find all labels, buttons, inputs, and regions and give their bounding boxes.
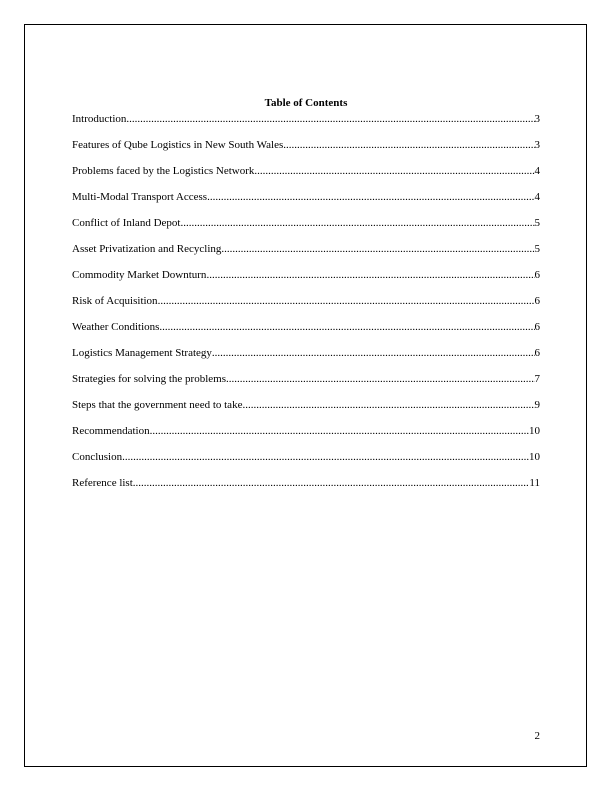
toc-dot-leader: [283, 138, 534, 152]
toc-entry-label: Strategies for solving the problems: [72, 373, 226, 385]
toc-entry-page: 10: [529, 425, 540, 437]
toc-entry-label: Features of Qube Logistics in New South Wales: [72, 139, 284, 151]
toc-entry-page: 3: [534, 139, 540, 151]
toc-entry-page: 7: [534, 373, 540, 385]
toc-entry[interactable]: [72, 450, 540, 476]
toc-entry[interactable]: [72, 112, 540, 138]
toc-entry[interactable]: [72, 294, 540, 320]
toc-dot-leader: [212, 346, 535, 360]
toc-entry-label: Steps that the government need to take: [72, 399, 243, 411]
toc-entry[interactable]: [72, 164, 540, 190]
toc-entry-label: Reference list: [72, 477, 133, 489]
toc-entry-page: 4: [534, 191, 540, 203]
toc-entry-page: 5: [534, 243, 540, 255]
toc-entry-label: Logistics Management Strategy: [72, 347, 212, 359]
toc-entry-page: 11: [529, 477, 540, 489]
toc-entry[interactable]: [72, 216, 540, 242]
toc-entry-page: 5: [534, 217, 540, 229]
toc-entry-page: 6: [534, 347, 540, 359]
toc-entry-label: Asset Privatization and Recycling: [72, 243, 222, 255]
toc-entry-page: 9: [534, 399, 540, 411]
toc-entry-page: 6: [534, 295, 540, 307]
toc-entry[interactable]: [72, 476, 540, 490]
toc-entry[interactable]: [72, 190, 540, 216]
toc-dot-leader: [133, 476, 530, 490]
toc-dot-leader: [150, 424, 529, 438]
toc-dot-leader: [206, 268, 534, 282]
toc-entry-label: Conclusion: [72, 451, 123, 463]
toc-title: Table of Contents: [264, 97, 348, 109]
toc-entry[interactable]: [72, 346, 540, 372]
toc-entry[interactable]: [72, 372, 540, 398]
toc-entry-label: Weather Conditions: [72, 321, 160, 333]
toc-dot-leader: [254, 164, 534, 178]
toc-entry[interactable]: [72, 242, 540, 268]
toc-dot-leader: [122, 450, 529, 464]
toc-dot-leader: [126, 112, 534, 126]
toc-entry[interactable]: [72, 320, 540, 346]
toc-entry-label: Commodity Market Downturn: [72, 269, 207, 281]
toc-entry[interactable]: [72, 268, 540, 294]
toc-list: [72, 112, 540, 490]
toc-entry-page: 10: [529, 451, 540, 463]
toc-dot-leader: [221, 242, 534, 256]
toc-entry-label: Risk of Acquisition: [72, 295, 158, 307]
toc-entry-label: Recommendation: [72, 425, 150, 437]
toc-entry[interactable]: [72, 138, 540, 164]
toc-dot-leader: [158, 294, 535, 308]
toc-entry-label: Multi-Modal Transport Access: [72, 191, 208, 203]
toc-entry-page: 6: [534, 321, 540, 333]
toc-entry[interactable]: [72, 398, 540, 424]
toc-entry-page: 6: [534, 269, 540, 281]
toc-entry[interactable]: [72, 424, 540, 450]
toc-entry-page: 4: [534, 165, 540, 177]
page-number: 2: [534, 730, 540, 742]
toc-dot-leader: [159, 320, 534, 334]
toc-dot-leader: [180, 216, 534, 230]
toc-entry-page: 3: [534, 113, 540, 125]
toc-dot-leader: [226, 372, 535, 386]
toc-entry-label: Problems faced by the Logistics Network: [72, 165, 255, 177]
toc-entry-label: Conflict of Inland Depot: [72, 217, 181, 229]
toc-dot-leader: [242, 398, 534, 412]
toc-dot-leader: [207, 190, 534, 204]
toc-entry-label: Introduction: [72, 113, 127, 125]
